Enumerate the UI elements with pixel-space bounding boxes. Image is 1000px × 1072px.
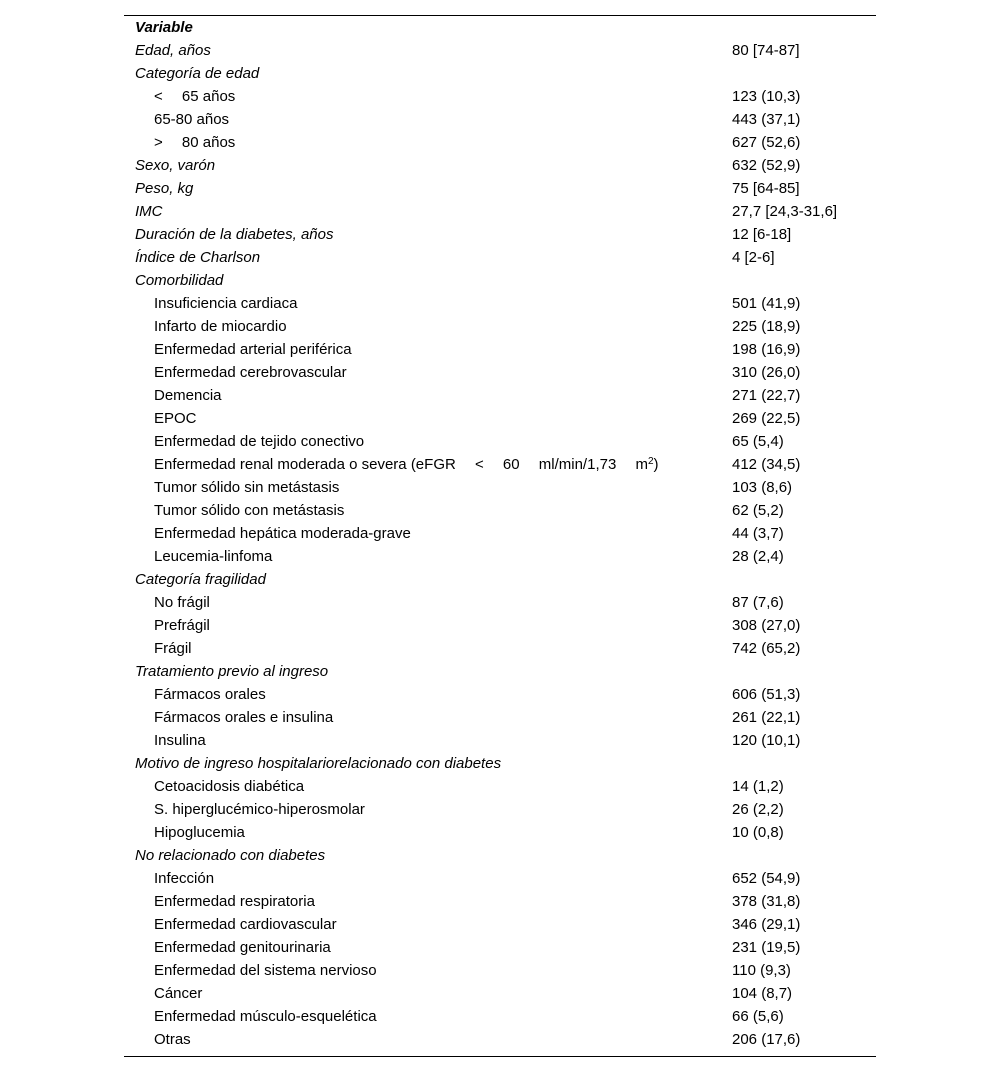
row-value: 412 (34,5) — [732, 456, 801, 473]
row-value: 742 (65,2) — [732, 640, 801, 657]
row-label-text: Cáncer — [154, 985, 203, 1002]
table-header-row — [124, 16, 876, 39]
row-label-text: IMC — [135, 203, 163, 220]
row-value: 14 (1,2) — [732, 778, 784, 795]
row-label-text: Comorbilidad — [135, 272, 224, 289]
row-label-text: < 65 años — [154, 88, 236, 105]
category-row — [124, 177, 876, 200]
category-row — [124, 568, 876, 591]
table-row — [124, 384, 876, 407]
row-label — [135, 39, 211, 62]
row-value: 308 (27,0) — [732, 617, 801, 634]
row-label — [154, 982, 202, 1005]
table-row — [124, 614, 876, 637]
row-value: 123 (10,3) — [732, 88, 801, 105]
table-row — [124, 821, 876, 844]
row-label-text: Demencia — [154, 387, 222, 404]
row-label — [135, 660, 328, 683]
table-row — [124, 108, 876, 131]
row-label — [154, 867, 214, 890]
table-row — [124, 85, 876, 108]
table-body — [124, 39, 876, 1051]
table-row — [124, 1005, 876, 1028]
table-row — [124, 361, 876, 384]
row-value: 66 (5,6) — [732, 1008, 784, 1025]
table-row — [124, 131, 876, 154]
row-label — [154, 361, 347, 384]
row-label-text: EPOC — [154, 410, 197, 427]
row-value: 443 (37,1) — [732, 111, 801, 128]
row-label-text: Sexo, varón — [135, 157, 216, 174]
row-value: 261 (22,1) — [732, 709, 801, 726]
row-value: 103 (8,6) — [732, 479, 793, 496]
table-row — [124, 936, 876, 959]
row-value: 26 (2,2) — [732, 801, 784, 818]
row-label — [135, 62, 259, 85]
row-value: 627 (52,6) — [732, 134, 801, 151]
table-row — [124, 453, 876, 476]
row-label — [154, 108, 229, 131]
row-label — [154, 522, 411, 545]
row-value: 231 (19,5) — [732, 939, 801, 956]
row-value: 652 (54,9) — [732, 870, 801, 887]
row-label — [154, 545, 272, 568]
row-value: 632 (52,9) — [732, 157, 801, 174]
row-label — [135, 154, 215, 177]
row-label — [154, 591, 210, 614]
row-label — [154, 384, 222, 407]
row-label — [154, 913, 337, 936]
row-label — [135, 269, 223, 292]
row-label-text: Índice de Charlson — [135, 249, 261, 266]
row-value: 12 [6-18] — [732, 226, 792, 243]
row-value: 28 (2,4) — [732, 548, 784, 565]
row-label — [154, 775, 304, 798]
row-label — [154, 338, 352, 361]
row-label-text: Insulina — [154, 732, 206, 749]
row-value: 104 (8,7) — [732, 985, 793, 1002]
row-label — [154, 407, 197, 430]
row-label — [154, 430, 364, 453]
table-row — [124, 407, 876, 430]
row-label — [154, 821, 245, 844]
row-label-superscript: 2 — [647, 456, 654, 467]
row-value: 10 (0,8) — [732, 824, 784, 841]
category-row — [124, 269, 876, 292]
row-value: 4 [2-6] — [732, 249, 775, 266]
row-label-text: Frágil — [154, 640, 192, 657]
row-label-text: Duración de la diabetes, años — [135, 226, 334, 243]
category-row — [124, 39, 876, 62]
category-row — [124, 752, 876, 775]
row-label — [154, 706, 333, 729]
row-label — [154, 683, 266, 706]
row-label-text: S. hiperglucémico-hiperosmolar — [154, 801, 365, 818]
category-row — [124, 223, 876, 246]
row-value: 206 (17,6) — [732, 1031, 801, 1048]
row-value: 225 (18,9) — [732, 318, 801, 335]
row-label-text: No frágil — [154, 594, 210, 611]
row-label — [154, 453, 659, 476]
table-row — [124, 499, 876, 522]
table-row — [124, 430, 876, 453]
row-label-text: Otras — [154, 1031, 191, 1048]
category-row — [124, 660, 876, 683]
row-value: 501 (41,9) — [732, 295, 801, 312]
table-row — [124, 913, 876, 936]
row-label-text: Infarto de miocardio — [154, 318, 287, 335]
row-label-text: Cetoacidosis diabética — [154, 778, 305, 795]
row-label — [135, 568, 266, 591]
row-value: 75 [64-85] — [732, 180, 800, 197]
table-row — [124, 338, 876, 361]
table-row — [124, 729, 876, 752]
row-value: 27,7 [24,3-31,6] — [732, 203, 838, 220]
row-label — [135, 200, 163, 223]
row-label-text: Prefrágil — [154, 617, 210, 634]
row-label — [154, 798, 365, 821]
table-row — [124, 867, 876, 890]
row-label-text: Enfermedad genitourinaria — [154, 939, 331, 956]
table-row — [124, 959, 876, 982]
row-label — [135, 844, 325, 867]
row-label — [154, 476, 339, 499]
row-label-text: Enfermedad de tejido conectivo — [154, 433, 365, 450]
row-label — [135, 177, 193, 200]
table-row — [124, 545, 876, 568]
table-row — [124, 637, 876, 660]
row-label-text: Tumor sólido sin metástasis — [154, 479, 340, 496]
row-value: 87 (7,6) — [732, 594, 784, 611]
row-label-text: Enfermedad músculo-esquelética — [154, 1008, 377, 1025]
row-value: 269 (22,5) — [732, 410, 801, 427]
row-label-text: Categoría de edad — [135, 65, 260, 82]
table-row — [124, 591, 876, 614]
row-value: 44 (3,7) — [732, 525, 784, 542]
table-row — [124, 1028, 876, 1051]
row-label — [135, 246, 260, 269]
row-value: 378 (31,8) — [732, 893, 801, 910]
category-row — [124, 154, 876, 177]
row-label-text: Insuficiencia cardiaca — [154, 295, 298, 312]
row-label-text: Enfermedad cerebrovascular — [154, 364, 347, 381]
row-label-text: No relacionado con diabetes — [135, 847, 326, 864]
category-row — [124, 844, 876, 867]
row-value: 310 (26,0) — [732, 364, 801, 381]
row-value: 198 (16,9) — [732, 341, 801, 358]
row-value: 606 (51,3) — [732, 686, 801, 703]
row-label — [154, 936, 331, 959]
row-value: 80 [74-87] — [732, 42, 800, 59]
category-row — [124, 200, 876, 223]
row-label — [135, 223, 333, 246]
row-label — [154, 315, 287, 338]
table-row — [124, 890, 876, 913]
table-row — [124, 775, 876, 798]
row-label-text: Peso, kg — [135, 180, 194, 197]
category-row — [124, 62, 876, 85]
table-row — [124, 706, 876, 729]
row-value: 120 (10,1) — [732, 732, 801, 749]
row-label — [154, 729, 206, 752]
row-label-text: Edad, años — [135, 42, 211, 59]
table-row — [124, 315, 876, 338]
row-label — [154, 499, 344, 522]
row-label — [154, 890, 315, 913]
row-label-text: Enfermedad renal moderada o severa (eFGR < 60 ml/min/1,73 m — [154, 456, 648, 473]
row-label — [154, 959, 377, 982]
row-value: 271 (22,7) — [732, 387, 801, 404]
row-label — [154, 1005, 377, 1028]
table-row — [124, 522, 876, 545]
row-label-text: Enfermedad arterial periférica — [154, 341, 352, 358]
row-label-text: Tratamiento previo al ingreso — [135, 663, 329, 680]
row-value: 62 (5,2) — [732, 502, 784, 519]
table-row — [124, 982, 876, 1005]
table-row — [124, 292, 876, 315]
row-label — [154, 637, 192, 660]
row-label — [154, 614, 210, 637]
row-value: 346 (29,1) — [732, 916, 801, 933]
row-label-text: Leucemia-linfoma — [154, 548, 273, 565]
row-label-text: Fármacos orales — [154, 686, 266, 703]
row-label-text: Enfermedad del sistema nervioso — [154, 962, 377, 979]
row-value: 65 (5,4) — [732, 433, 784, 450]
row-label-text: Tumor sólido con metástasis — [154, 502, 345, 519]
row-label-text: Enfermedad cardiovascular — [154, 916, 337, 933]
row-label-suffix: ) — [653, 456, 659, 473]
header-variable-label: Variable — [135, 19, 193, 36]
category-row — [124, 246, 876, 269]
row-label — [135, 752, 501, 775]
row-label-text: 65-80 años — [154, 111, 230, 128]
row-label-text: Fármacos orales e insulina — [154, 709, 334, 726]
table-row — [124, 798, 876, 821]
row-label-text: Categoría fragilidad — [135, 571, 266, 588]
row-label-text: Enfermedad hepática moderada-grave — [154, 525, 411, 542]
table-row — [124, 683, 876, 706]
table-row — [124, 476, 876, 499]
data-table — [124, 15, 876, 1057]
row-label — [154, 131, 235, 154]
row-label-text: Enfermedad respiratoria — [154, 893, 315, 910]
row-label — [154, 292, 297, 315]
row-label — [154, 1028, 191, 1051]
row-label-text: Motivo de ingreso hospitalariorelacionado con diabetes — [135, 755, 502, 772]
row-value: 110 (9,3) — [732, 962, 791, 979]
row-label — [154, 85, 235, 108]
row-label-text: Hipoglucemia — [154, 824, 245, 841]
row-label-text: Infección — [154, 870, 215, 887]
row-label-text: > 80 años — [154, 134, 236, 151]
